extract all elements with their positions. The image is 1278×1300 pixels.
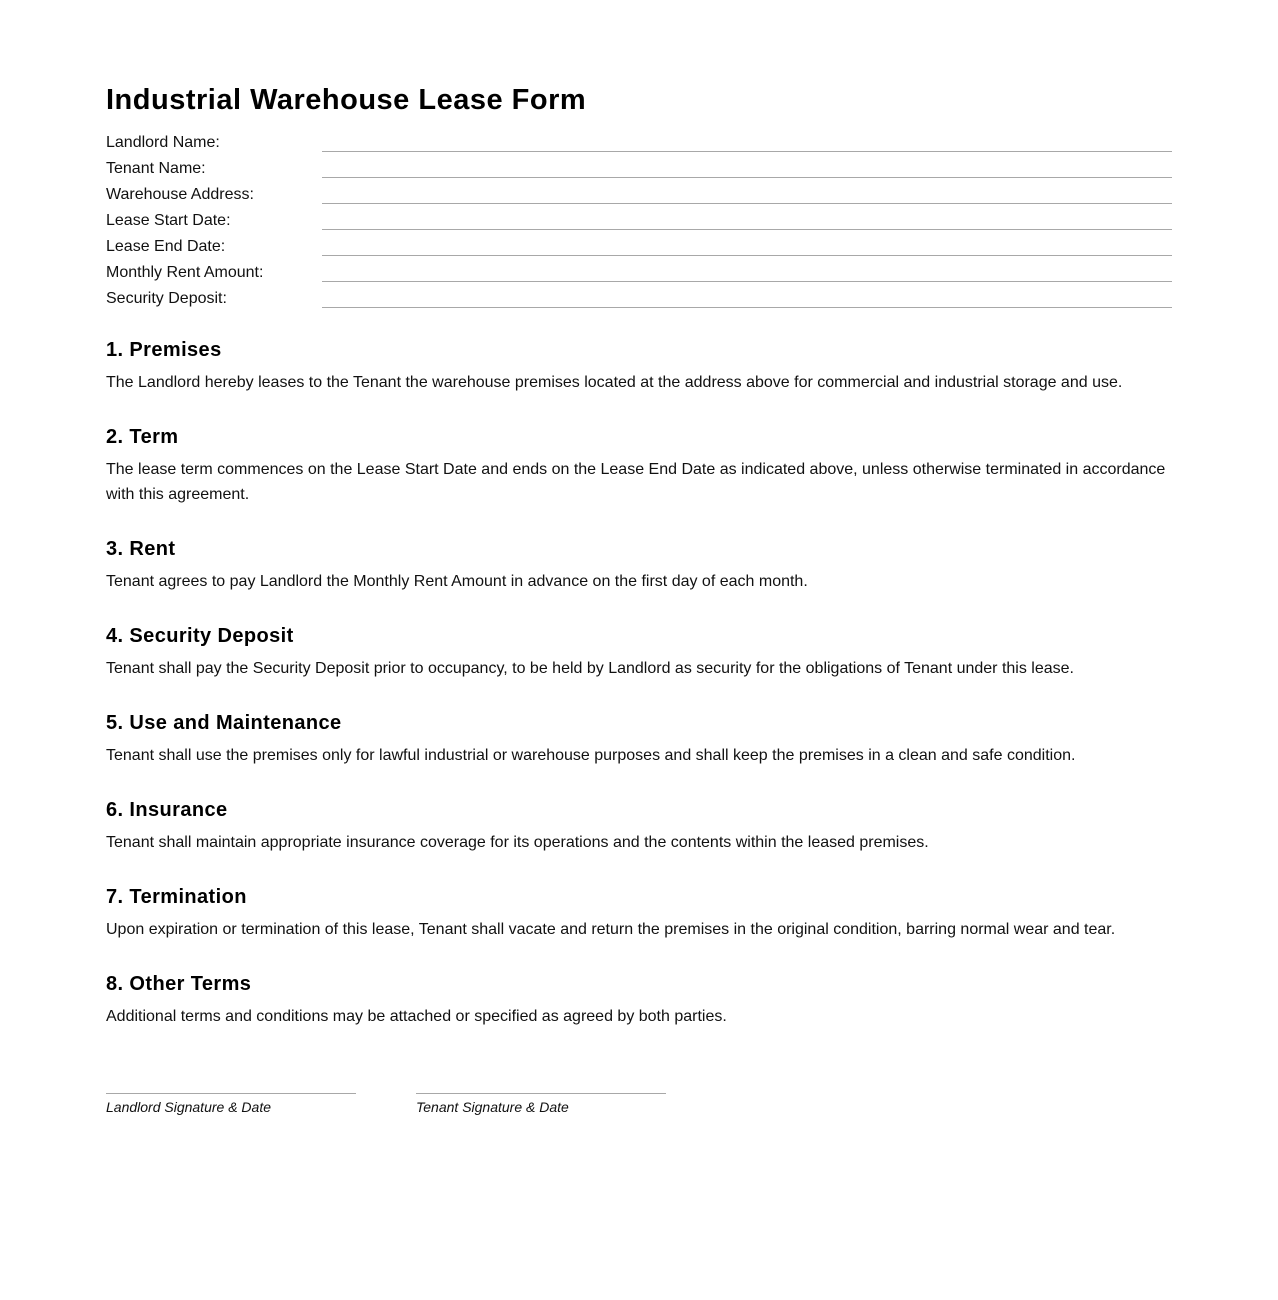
field-lease-start-date (106, 207, 1172, 233)
field-monthly-rent-amount (106, 259, 1172, 285)
section-heading: 5. Use and Maintenance (106, 712, 342, 734)
section-premises (106, 337, 1172, 395)
section-text: The Landlord hereby leases to the Tenant the warehouse premises located at the address above for commercial and industrial storage and use. (106, 374, 1123, 391)
section-insurance (106, 797, 1172, 855)
field-label: Lease Start Date: (106, 212, 231, 229)
field-label: Lease End Date: (106, 238, 226, 255)
signature-area (106, 1093, 726, 1116)
lease-start-date-input-line[interactable] (322, 229, 1172, 230)
field-landlord-name (106, 129, 1172, 155)
section-text: Additional terms and conditions may be attached or specified as agreed by both parties. (106, 1008, 727, 1025)
warehouse-address-input-line[interactable] (322, 203, 1172, 204)
field-label: Security Deposit: (106, 290, 227, 307)
section-text: Tenant shall maintain appropriate insurance coverage for its operations and the contents within the leased premises. (106, 834, 929, 851)
lease-sections (106, 337, 1172, 1029)
section-text: Tenant shall pay the Security Deposit prior to occupancy, to be held by Landlord as security for the obligations of Tenant under this lease. (106, 660, 1074, 677)
field-warehouse-address (106, 181, 1172, 207)
lease-fields (106, 129, 1172, 311)
section-text: Upon expiration or termination of this lease, Tenant shall vacate and return the premises in the original condition, barring normal wear and tear. (106, 921, 1116, 938)
tenant-name-input-line[interactable] (322, 177, 1172, 178)
field-label: Monthly Rent Amount: (106, 264, 264, 281)
field-tenant-name (106, 155, 1172, 181)
field-label: Warehouse Address: (106, 186, 254, 203)
section-heading: 6. Insurance (106, 799, 228, 821)
lease-end-date-input-line[interactable] (322, 255, 1172, 256)
landlord-signature-block (106, 1093, 356, 1116)
section-heading: 3. Rent (106, 538, 176, 560)
section-termination (106, 884, 1172, 942)
section-heading: 2. Term (106, 426, 179, 448)
field-security-deposit (106, 285, 1172, 311)
section-heading: 7. Termination (106, 886, 247, 908)
section-security-deposit (106, 623, 1172, 681)
section-heading: 8. Other Terms (106, 973, 252, 995)
field-label: Landlord Name: (106, 134, 220, 151)
field-lease-end-date (106, 233, 1172, 259)
section-other-terms (106, 971, 1172, 1029)
monthly-rent-amount-input-line[interactable] (322, 281, 1172, 282)
field-label: Tenant Name: (106, 160, 206, 177)
section-heading: 4. Security Deposit (106, 625, 294, 647)
section-text: Tenant shall use the premises only for lawful industrial or warehouse purposes and shall keep the premises in a clean and safe condition. (106, 747, 1076, 764)
section-rent (106, 536, 1172, 594)
section-text: Tenant agrees to pay Landlord the Monthly Rent Amount in advance on the first day of each month. (106, 573, 808, 590)
landlord-signature-line[interactable] (106, 1093, 356, 1094)
section-text: The lease term commences on the Lease Start Date and ends on the Lease End Date as indicated above, unless otherwise terminated in accordance with this agreement. (106, 461, 1166, 503)
tenant-signature-block (416, 1093, 666, 1116)
section-heading: 1. Premises (106, 339, 222, 361)
landlord-name-input-line[interactable] (322, 151, 1172, 152)
lease-form-content (106, 80, 1172, 1029)
section-term (106, 424, 1172, 507)
page-title: Industrial Warehouse Lease Form (106, 84, 587, 116)
section-use-and-maintenance (106, 710, 1172, 768)
tenant-signature-line[interactable] (416, 1093, 666, 1094)
landlord-signature-label: Landlord Signature & Date (106, 1099, 271, 1115)
security-deposit-input-line[interactable] (322, 307, 1172, 308)
tenant-signature-label: Tenant Signature & Date (416, 1099, 569, 1115)
